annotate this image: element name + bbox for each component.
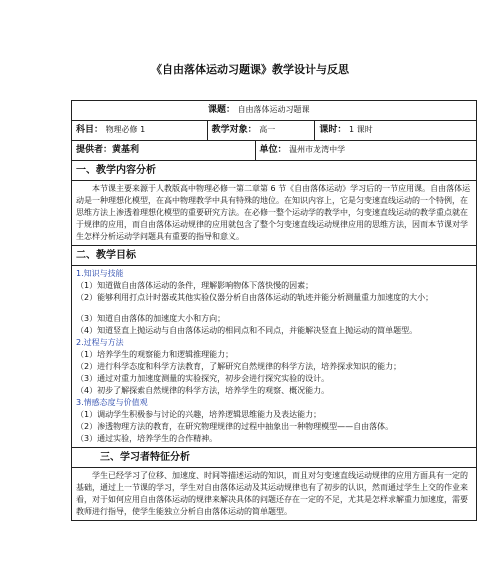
section-2-heading: 二、教学目标 — [72, 246, 477, 266]
section-3-body-row — [72, 468, 477, 521]
objective-item: （4）知道竖直上抛运动与自由落体运动的相同点和不同点，并能解决竖直上抛运动的简单题型。 — [76, 326, 418, 335]
objective-heading-knowledge: 1.知识与技能 — [76, 269, 124, 278]
hours-label: 课时： — [319, 124, 347, 135]
unit-label: 单位： — [259, 144, 287, 155]
course-value: 自由落体运动习题课 — [237, 104, 310, 114]
section-2-heading-row — [72, 246, 477, 266]
section-1-heading: 一、教学内容分析 — [72, 161, 477, 181]
objective-heading-attitude: 3.情感态度与价值观 — [76, 398, 148, 407]
objective-item: （3）通过对重力加速度测量的实验探究，初步会进行探究实验的设计。 — [76, 374, 330, 383]
objective-item: （1）调动学生积极参与讨论的兴趣，培养逻辑思维能力及表达能力； — [76, 410, 322, 419]
objective-item: （2）能够利用打点计时器或其他实验仪器分析自由落体运动的轨迹并能分析测量重力加速度的大小； — [76, 293, 434, 302]
objective-item: （3）知道自由落体的加速度大小和方向； — [76, 314, 226, 323]
objective-heading-process: 2.过程与方法 — [76, 338, 124, 347]
subject-row — [72, 121, 477, 141]
section-3-heading-row — [72, 448, 477, 468]
course-row — [72, 101, 477, 121]
target-label: 教学对象： — [211, 124, 257, 135]
section-1-text: 本节课主要来源于人教版高中物理必修一第二章第 6 节《自由落体运动》学习后的一节应用课。自由落体运动是一种理想化模型，在高中物理教学中具有特殊的地位。在知识内容上，它是匀变速直线运动的一个特例，在思维方法上渗透着理想化模型的重要研究方法。在必修一整个运动学的教学中，匀变速直线运动的教学重点就在于规律的应用，而自由落体运动规律的应用就包含了整个匀变速直线运动规律应用的思维方法，因而本节课对学生怎样分析运动学问题具有重要的指导和意义。 — [76, 184, 471, 241]
subject-value: 物理必修 1 — [105, 124, 146, 134]
section-3-heading: 三、学习者特征分析 — [72, 448, 477, 468]
subject-label: 科目： — [76, 124, 104, 135]
section-1-body-row — [72, 181, 477, 246]
objective-item: （4）初步了解探索自然规律的科学方法，培养学生的观察、概况能力。 — [76, 386, 330, 395]
lesson-plan-table — [71, 100, 477, 521]
unit-value: 温州市龙湾中学 — [289, 144, 346, 154]
objective-item: （2）进行科学态度和科学方法教育，了解研究自然规律的科学方法，培养探求知识的能力； — [76, 362, 402, 371]
objective-item: （1）知道做自由落体运动的条件，理解影响物体下落快慢的因素； — [76, 281, 314, 290]
section-3-text: 学生已经学习了位移、加速度、时间等描述运动的知识，而且对匀变速直线运动规律的应用方面具有一定的基础，通过上一节课的学习，学生对自由落体运动及其运动规律也有了初步的认识，然而通过学生上交的作业来看，对于如何应用自由落体运动的规律来解决具体的问题还存在一定的不足，尤其是怎样求解重力加速度，需要教师进行指导，使学生能独立分析自由落体运动的简单题型。 — [76, 471, 468, 516]
target-value: 高一 — [259, 124, 276, 134]
section-1-heading-row — [72, 161, 477, 181]
objective-item: （3）通过实验，培养学生的合作精神。 — [76, 434, 218, 443]
objective-item: （1）培养学生的观察能力和逻辑推理能力； — [76, 350, 234, 359]
provider-label: 提供者：黄基利 — [76, 144, 140, 155]
objective-item: （2）渗透物理方法的教育，在研究物理规律的过程中抽象出一种物理模型——自由落体。 — [76, 422, 394, 431]
course-label: 课题： — [208, 104, 236, 115]
hours-value: 1 课时 — [348, 124, 373, 134]
section-2-body-row — [72, 266, 477, 448]
document-title: 《自由落体运动习题课》教学设计与反思 — [151, 63, 349, 76]
spacer — [76, 304, 472, 313]
provider-row — [72, 141, 477, 161]
